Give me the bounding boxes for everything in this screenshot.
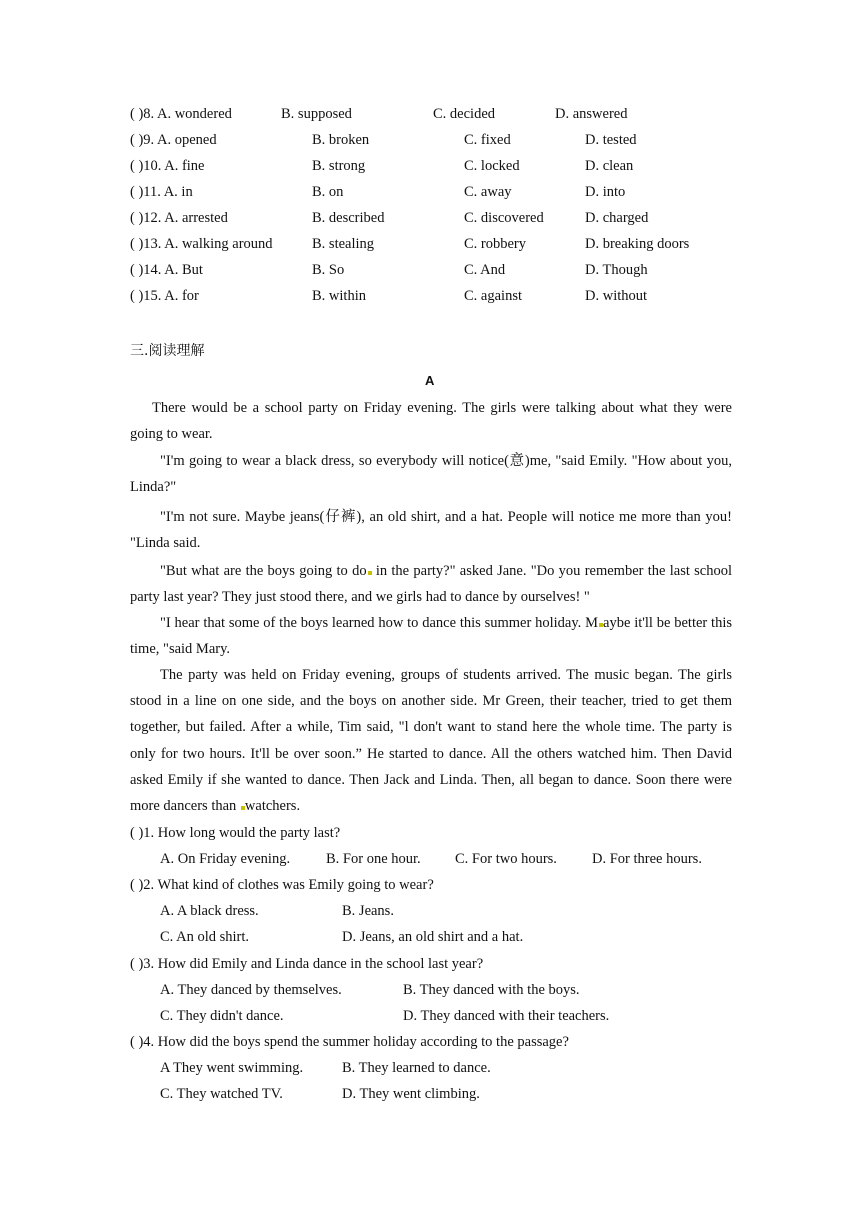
- question-1-stem: ( )1. How long would the party last?: [130, 825, 341, 841]
- cloze-q11-option-d: D. into: [585, 184, 626, 200]
- cloze-q9-option-d: D. tested: [585, 132, 637, 148]
- passage-paragraph-5: [130, 610, 732, 662]
- cloze-q15-stem: ( )15. A. for: [130, 288, 199, 304]
- question-2-stem: ( )2. What kind of clothes was Emily going to wear?: [130, 877, 434, 893]
- cloze-q12-option-d: D. charged: [585, 210, 649, 226]
- cloze-q13-option-b: B. stealing: [312, 236, 375, 252]
- cloze-q13-stem: ( )13. A. walking around: [130, 236, 273, 252]
- cloze-q14-option-b: B. So: [312, 262, 345, 278]
- question-4-option-a: A They went swimming.: [160, 1060, 304, 1076]
- question-4-stem: ( )4. How did the boys spend the summer holiday according to the passage?: [130, 1034, 569, 1050]
- paragraph-5-text-b: aybe it'll be better this time, "said Mary.: [130, 615, 732, 658]
- cloze-q14-option-c: C. And: [464, 262, 506, 278]
- paragraph-1-text: There would be a school party on Friday evening. The girls were talking about what they were going to wear.: [130, 400, 732, 443]
- question-1-option-d: D. For three hours.: [592, 851, 702, 867]
- section-heading: 三.阅读理解: [130, 343, 205, 359]
- question-3-option-c: C. They didn't dance.: [160, 1008, 284, 1024]
- paragraph-4-text-b: in the party?" asked Jane. "Do you remember the last school party last year? They just stood there, and we girls had to dance by ourselves! ": [130, 563, 732, 606]
- cloze-q10-option-d: D. clean: [585, 158, 634, 174]
- question-4-option-b: B. They learned to dance.: [342, 1060, 491, 1076]
- question-1-option-b: B. For one hour.: [326, 851, 421, 867]
- question-2-option-c: C. An old shirt.: [160, 929, 250, 945]
- cloze-q12-stem: ( )12. A. arrested: [130, 210, 228, 226]
- cloze-q9-stem: ( )9. A. opened: [130, 132, 217, 148]
- question-3-stem: ( )3. How did Emily and Linda dance in the school last year?: [130, 956, 484, 972]
- cloze-q11-stem: ( )11. A. in: [130, 184, 193, 200]
- cloze-q10-stem: ( )10. A. fine: [130, 158, 205, 174]
- cloze-q14-stem: ( )14. A. But: [130, 262, 203, 278]
- question-2-option-d: D. Jeans, an old shirt and a hat.: [342, 929, 524, 945]
- question-2-option-b: B. Jeans.: [342, 903, 394, 919]
- cloze-q15-option-b: B. within: [312, 288, 366, 304]
- question-3-option-b: B. They danced with the boys.: [403, 982, 580, 998]
- passage-paragraph-2: [130, 448, 732, 500]
- question-3-option-a: A. They danced by themselves.: [160, 982, 342, 998]
- passage-paragraph-3: [130, 504, 732, 556]
- cloze-q10-option-c: C. locked: [464, 158, 520, 174]
- cloze-q8-option-c: C. decided: [433, 106, 496, 122]
- cloze-q13-option-c: C. robbery: [464, 236, 527, 252]
- passage-paragraph-4: [130, 558, 732, 610]
- paragraph-4-text-a: "But what are the boys going to do: [160, 563, 367, 579]
- question-1-option-a: A. On Friday evening.: [160, 851, 291, 867]
- question-4-option-c: C. They watched TV.: [160, 1086, 283, 1102]
- paragraph-6-text-a: The party was held on Friday evening, groups of students arrived. The music began. The girls stood in a line on one side, and the boys on another side. Mr Green, their teacher, tried to get them together, but failed. After a while, Tim said, "l don't want to stand here the whole time. The party is only for two hours. It'll be over soon.” He started to dance. All the others watched him. Then David asked Emily if she wanted to dance. Then Jack and Linda. Then, all began to dance. Soon there were more dancers than: [130, 667, 732, 815]
- cloze-q12-option-c: C. discovered: [464, 210, 544, 226]
- cloze-q11-option-b: B. on: [312, 184, 344, 200]
- cloze-q15-option-c: C. against: [464, 288, 522, 304]
- cloze-q8-option-b: B. supposed: [281, 106, 352, 122]
- paragraph-3-text: "I'm not sure. Maybe jeans(仔裤), an old shirt, and a hat. People will notice me more than you! "Linda said.: [130, 509, 732, 552]
- cloze-q15-option-d: D. without: [585, 288, 648, 304]
- cloze-q12-option-b: B. described: [312, 210, 385, 226]
- cloze-q8-stem: ( )8. A. wondered: [130, 106, 232, 122]
- cloze-q14-option-d: D. Though: [585, 262, 648, 278]
- cloze-q10-option-b: B. strong: [312, 158, 366, 174]
- paragraph-2-text: "I'm going to wear a black dress, so everybody will notice(意)me, "said Emily. "How about you, Linda?": [130, 453, 732, 496]
- cloze-q9-option-c: C. fixed: [464, 132, 511, 148]
- passage-paragraph-6: [130, 662, 732, 819]
- question-4-option-d: D. They went climbing.: [342, 1086, 480, 1102]
- question-1-option-c: C. For two hours.: [455, 851, 557, 867]
- question-3-option-d: D. They danced with their teachers.: [403, 1008, 610, 1024]
- cloze-q11-option-c: C. away: [464, 184, 512, 200]
- passage-label: A: [425, 373, 435, 388]
- paragraph-5-text-a: "I hear that some of the boys learned how to dance this summer holiday. M: [160, 615, 599, 631]
- question-2-option-a: A. A black dress.: [160, 903, 259, 919]
- passage-paragraph-1: [130, 395, 732, 447]
- cloze-q8-option-d: D. answered: [555, 106, 628, 122]
- paragraph-6-text-b: watchers.: [244, 798, 301, 815]
- cloze-q13-option-d: D. breaking doors: [585, 236, 690, 252]
- cloze-q9-option-b: B. broken: [312, 132, 370, 148]
